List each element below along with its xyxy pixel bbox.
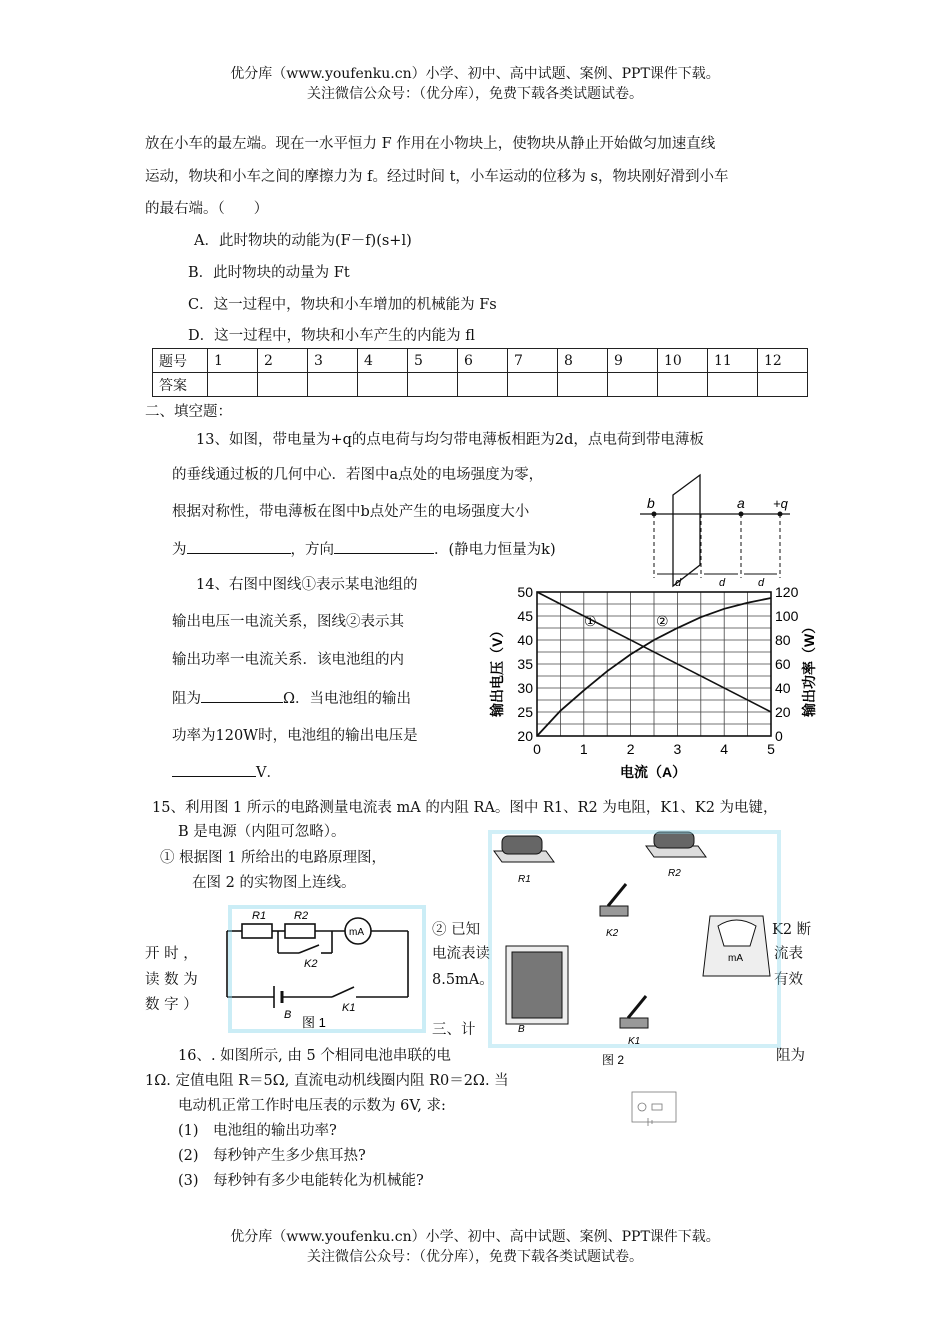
q12-option-d: D．这一过程中，物块和小车产生的内能为 fl [188,328,475,344]
q13-line-1: 13、如图，带电量为+q的点电荷与均匀带电薄板相距为2d，点电荷到带电薄板 [196,432,704,448]
q15-right-2: 有效 [774,972,803,988]
q12-line-1: 放在小车的最左端。现在一水平恒力 F 作用在小物块上，使物块从静止开始做匀加速直线 [145,136,716,152]
q15-sub-1-a: ① 根据图 1 所给出的电路原理图， [160,850,387,866]
q12-option-c: C．这一过程中，物块和小车增加的机械能为 Fs [188,297,497,313]
q14-line-2: 输出电压一电流关系，图线②表示其 [172,614,404,630]
label-r2: R2 [294,910,309,922]
answer-cell[interactable] [658,373,708,397]
watermark-block [228,905,426,1033]
q14-line-1: 14、右图中图线①表示某电池组的 [196,577,418,593]
label-d: d [719,577,726,588]
answer-table [152,348,808,397]
answer-cell[interactable] [508,373,558,397]
answer-cell[interactable] [608,373,658,397]
table-number: 12 [758,349,808,373]
q14-line-4 [172,688,411,709]
header-line-1: 优分库（www.youfenku.cn）小学、初中、高中试题、案例、PPT课件下载。 [230,66,720,82]
table-number: 2 [258,349,308,373]
q15-left-1: 开 时 ， [145,946,198,962]
y-tick-label: 40 [517,632,533,648]
q15-sub-2-a: ② 已知 [432,922,481,938]
q16-part-2: (2) 每秒钟产生多少焦耳热? [178,1148,366,1164]
table-number: 1 [208,349,258,373]
answer-cell[interactable] [258,373,308,397]
section-3-title: 三、计 [432,1022,476,1038]
q12-option-a: A．此时物块的动能为(F－f)(s+l) [194,233,412,249]
table-number: 4 [358,349,408,373]
q15-right-1: 流表 [774,946,803,962]
chart-grid [537,592,771,736]
y-tick-label: 20 [517,728,533,744]
table-number: 10 [658,349,708,373]
table-number: 3 [308,349,358,373]
q13-line-4-c: ．(静电力恒量为k) [434,542,556,558]
q12-line-3: 的最右端。（ ） [145,201,269,217]
q16-line-1-b: 阻为 [776,1048,805,1064]
q13-line-2: 的垂线通过板的几何中心．若图中a点处的电场强度为零， [172,467,544,483]
q13-line-3: 根据对称性，带电薄板在图中b点处产生的电场强度大小 [172,504,530,520]
q14-line-3: 输出功率一电流关系．该电池组的内 [172,652,404,668]
label-k2: K2 [304,958,318,970]
q15-left-2: 读 数 为 [145,972,198,988]
q15-mid-2: 8.5mA。 [432,972,494,988]
x-tick-label: 4 [720,741,729,757]
table-number: 9 [608,349,658,373]
y2-tick-label: 100 [775,608,799,624]
q12-option-b: B．此时物块的动量为 Ft [188,265,350,281]
q15-mid-1: 电流表读 [432,946,490,962]
q13-line-4-a: 为 [172,542,187,558]
label-q: +q [773,496,788,511]
q13-blank-direction[interactable] [334,539,434,554]
figure-1-caption: 图 1 [302,1015,326,1030]
y2-tick-labels [775,584,799,744]
label-r1: R1 [518,874,531,885]
y-tick-label: 30 [517,680,533,696]
answer-cell[interactable] [408,373,458,397]
label-ma: mA [349,927,364,938]
charged-plate [673,475,700,586]
y2-tick-label: 20 [775,704,791,720]
series-1-label: ① [584,613,597,629]
q15-line-1: 15、利用图 1 所示的电路测量电流表 mA 的内阻 RA。图中 R1、R2 为电阻，K1、K2 为电键， [152,800,778,816]
y-tick-label: 50 [517,584,533,600]
x-tick-label: 3 [673,741,682,757]
label-r1: R1 [252,910,267,922]
q14-blank-voltage[interactable] [172,762,256,777]
q16-line-3: 电动机正常工作时电压表的示数为 6V, 求: [178,1098,446,1114]
q16-line-2: 1Ω. 定值电阻 R＝5Ω, 直流电动机线圈内阻 R0＝2Ω. 当 [145,1073,509,1089]
q14-line-6-text: V． [256,765,281,781]
x-tick-label: 0 [533,741,541,757]
q14-line-4-a: 阻为 [172,691,201,707]
q13-figure [635,470,805,588]
x-tick-labels [533,741,775,757]
q12-line-2: 运动，物块和小车之间的摩擦力为 f。经过时间 t，小车运动的位移为 s，物块刚好滑到小车 [145,169,729,185]
table-number: 7 [508,349,558,373]
label-k2: K2 [606,928,619,939]
q15-sub-2-b: K2 断 [772,922,812,938]
y2-tick-label: 80 [775,632,791,648]
section-2-title: 二、填空题： [145,404,232,420]
x-tick-label: 2 [626,741,635,757]
y2-tick-label: 0 [775,728,783,744]
header-line-2: 关注微信公众号：（优分库），免费下载各类试题试卷。 [307,86,643,102]
answer-cell[interactable] [358,373,408,397]
y-axis-label: 输出电压（V） [489,623,505,717]
y-tick-label: 45 [517,608,533,624]
q16-line-1-a: 16、. 如图所示, 由 5 个相同电池串联的电 [178,1048,451,1064]
q16-part-3: (3) 每秒钟有多少电能转化为机械能? [178,1173,424,1189]
watermark-block [488,830,781,1048]
answer-cell[interactable] [458,373,508,397]
label-d: d [675,577,682,588]
label-r2: R2 [668,868,681,879]
table-number: 6 [458,349,508,373]
q13-blank-magnitude[interactable] [187,539,291,554]
y-tick-label: 35 [517,656,533,672]
q15-left-3: 数 字 ） [145,997,198,1013]
battery-chart [480,582,820,782]
table-label-answer: 答案 [153,373,208,397]
q16-circuit-figure [628,1088,680,1128]
label-b: B [518,1024,525,1035]
y2-tick-label: 40 [775,680,791,696]
y2-axis-label: 输出功率（W） [801,619,817,717]
label-k1: K1 [628,1036,641,1047]
answer-cell[interactable] [308,373,358,397]
footer-line-1: 优分库（www.youfenku.cn）小学、初中、高中试题、案例、PPT课件下载。 [230,1229,720,1245]
q15-sub-1-b: 在图 2 的实物图上连线。 [192,875,356,891]
q15-line-2: B 是电源（内阻可忽略）。 [178,824,346,840]
figure-2-caption: 图 2 [602,1053,625,1066]
y-tick-label: 25 [517,704,533,720]
label-a: a [737,495,745,511]
q14-line-4-b: Ω．当电池组的输出 [283,691,412,707]
y2-tick-label: 60 [775,656,791,672]
label-b: b [647,495,655,511]
table-number: 5 [408,349,458,373]
q14-line-6 [172,762,281,783]
q13-line-4 [172,539,556,560]
table-label-number: 题号 [153,349,208,373]
table-number: 8 [558,349,608,373]
answer-table-answer-row [153,373,808,397]
y-tick-labels [517,584,533,744]
y2-tick-label: 120 [775,584,799,600]
answer-table-header-row [153,349,808,373]
answer-cell[interactable] [758,373,808,397]
q14-line-5: 功率为120W时，电池组的输出电压是 [172,728,418,744]
x-tick-label: 5 [767,741,775,757]
x-axis-label: 电流（A） [620,764,687,780]
x-tick-label: 1 [579,741,588,757]
label-ma: mA [728,953,743,964]
table-number: 11 [708,349,758,373]
answer-cell[interactable] [708,373,758,397]
answer-cell[interactable] [208,373,258,397]
label-b: B [284,1009,292,1021]
q14-blank-resistance[interactable] [201,688,283,703]
answer-cell[interactable] [558,373,608,397]
label-k1: K1 [342,1002,356,1014]
series-2-label: ② [656,613,669,629]
footer-line-2: 关注微信公众号：（优分库），免费下载各类试题试卷。 [307,1249,643,1265]
q13-line-4-b: ，方向 [290,542,334,558]
label-d: d [758,577,765,588]
q16-part-1: (1) 电池组的输出功率? [178,1123,337,1139]
